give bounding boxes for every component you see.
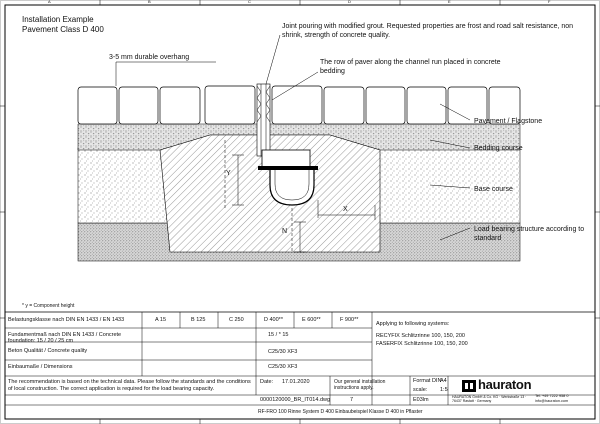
format-label: Format DIN	[413, 378, 442, 384]
hauraton-logo-icon	[462, 380, 476, 392]
scale-value: 1:5	[440, 387, 448, 393]
annotation-paver-row: The row of paver along the channel run placed in concrete bedding	[320, 59, 501, 76]
row2-label: Fundamentmaß nach DIN EN 1433 / Concrete foundation: 15 / 20 / 25 cm	[8, 332, 122, 344]
revision: 7	[350, 397, 354, 403]
size-code: E03lm	[413, 397, 429, 403]
notes-text: The recommendation is based on the technical data. Please follow the standards and the conditions of local construction. The correct application is required for the load bearing capacity.	[8, 379, 251, 392]
company-address: HAURATON GmbH & Co. KG · Werkstraße 13 · 76437 Rastatt · Germany	[452, 395, 527, 404]
row4-value: C25/30 XF3	[268, 364, 298, 370]
row2-value: 15 / * 15	[268, 332, 289, 338]
annotation-overhang: 3-5 mm durable overhang	[109, 54, 190, 61]
row1-label: Belastungsklasse nach DIN EN 1433 / EN 1433	[8, 317, 125, 323]
annotation-load: Load bearing structure according to standard	[474, 226, 585, 243]
company-email: info@hauraton.com	[535, 399, 569, 403]
annotation-pavement: Pavement / Flagstone	[474, 118, 543, 125]
class-a15: A 15	[155, 317, 167, 323]
drawing-title-line1: Installation Example	[22, 15, 94, 24]
dim-label-n: N	[282, 228, 288, 235]
scale-label: scale:	[413, 387, 428, 393]
annotation-bedding: Bedding course	[474, 145, 523, 152]
dim-label-x: X	[343, 206, 348, 213]
grid-letter-a: A	[48, 0, 51, 4]
class-c250: C 250	[229, 317, 244, 323]
pavers	[78, 86, 520, 124]
date-value: 17.01.2020	[282, 379, 310, 385]
dim-label-y: Y	[226, 170, 231, 177]
format-value: A4	[440, 378, 447, 384]
general-info: Our general installation instructions apply.	[334, 379, 386, 391]
grid-letter-c: C	[248, 0, 251, 4]
class-f900: F 900**	[340, 317, 359, 323]
grid-letter-d: D	[348, 0, 351, 4]
footnote: * y = Component height	[22, 303, 75, 309]
row4-label: Einbaumaße / Dimensions	[8, 364, 73, 370]
applying-title: Applying to following systems:	[376, 321, 450, 327]
annotation-base: Base course	[474, 186, 513, 193]
class-b125: B 125	[191, 317, 206, 323]
company-name: hauraton	[478, 377, 532, 392]
footer-line: RF-FRO 100 Rinne System D 400 Einbaubeispiel Klasse D 400 in Pflaster	[258, 409, 423, 415]
class-e600: E 600**	[302, 317, 321, 323]
grid-letter-e: E	[448, 0, 451, 4]
class-d400: D 400**	[264, 317, 283, 323]
grid-letter-f: F	[548, 0, 551, 4]
system-faserfix: FASERFIX Schlitzrinne 100, 150, 200	[376, 341, 468, 347]
drawing-title-line2: Pavement Class D 400	[22, 25, 104, 34]
system-recyfix: RECYFIX Schlitzrinne 100, 150, 200	[376, 333, 465, 339]
annotation-joint: Joint pouring with modified grout. Requested properties are frost and road salt resistance, non shrink, strength of concrete quality.	[282, 23, 574, 40]
row3-value: C25/30 XF3	[268, 349, 298, 355]
date-label: Date:	[260, 379, 274, 385]
row3-label: Beton Qualität / Concrete quality	[8, 348, 88, 354]
grid-letter-b: B	[148, 0, 151, 4]
company-phone: Tel. +49 7222 958 0	[535, 394, 569, 398]
drawing-number: 0000120000_BR_IT014.dwg	[260, 397, 331, 403]
